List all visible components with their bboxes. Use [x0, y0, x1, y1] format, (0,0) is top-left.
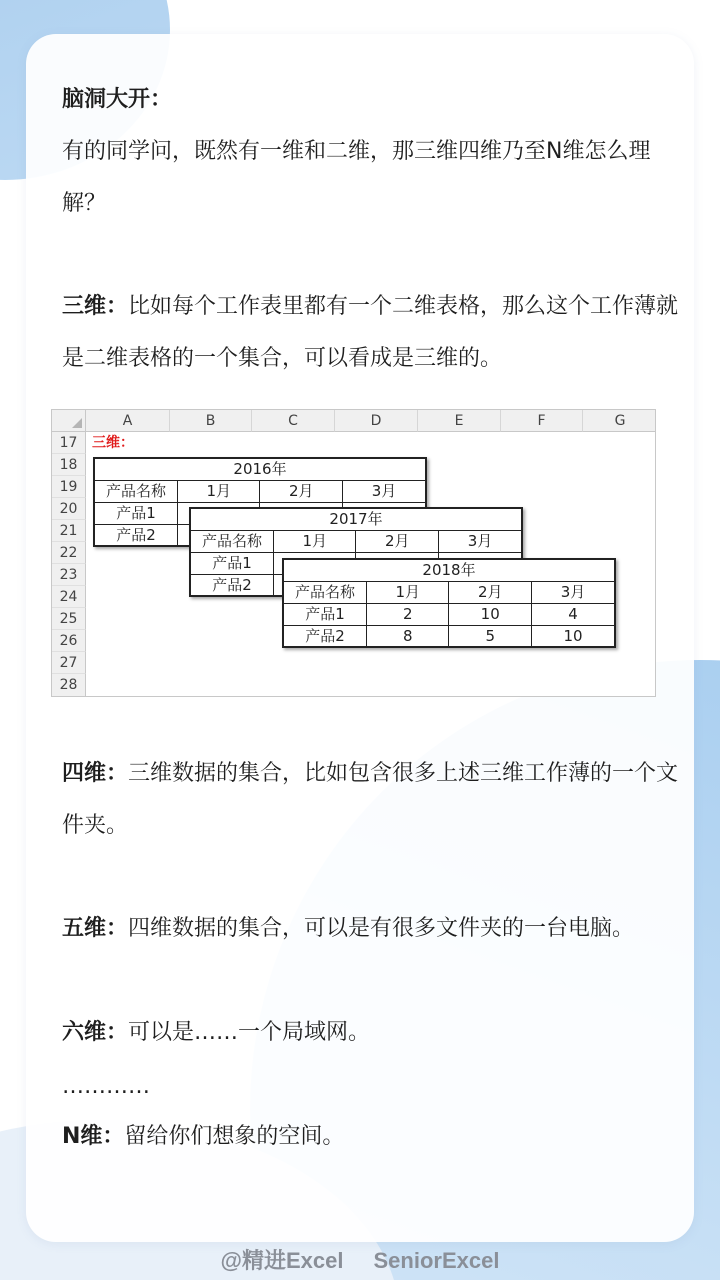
- footer-watermark: [0, 1244, 720, 1275]
- row-header: 28: [52, 674, 86, 697]
- table-header-cell: 产品名称: [283, 581, 366, 603]
- row-header: 20: [52, 498, 86, 520]
- six-d-text: 可以是……一个局域网。: [128, 1020, 371, 1045]
- table-header-cell: 1月: [177, 480, 260, 502]
- four-d-term: 四维：: [62, 761, 129, 786]
- four-d-text: 三维数据的集合，比如包含很多上述三维工作薄的一个文件夹。: [62, 761, 679, 838]
- table-cell: 10: [449, 603, 532, 625]
- table-header-cell: 1月: [273, 530, 356, 552]
- table-year: 2018年: [283, 559, 615, 581]
- three-d-term: 三维：: [62, 294, 129, 319]
- three-d-text: 比如每个工作表里都有一个二维表格，那么这个工作薄就是二维表格的一个集合，可以看成是三维的。: [62, 294, 679, 371]
- select-all-corner: [52, 410, 86, 432]
- table-cell: 5: [449, 625, 532, 647]
- table-cell: 产品1: [94, 502, 177, 524]
- table-cell: 产品1: [190, 552, 273, 574]
- table-header-cell: 2月: [356, 530, 439, 552]
- table-cell: 产品2: [283, 625, 366, 647]
- column-header: G: [583, 410, 656, 432]
- column-header: F: [501, 410, 583, 432]
- column-header: A: [86, 410, 170, 432]
- table-header-cell: 产品名称: [190, 530, 273, 552]
- table-header-cell: 3月: [531, 581, 615, 603]
- table-header-cell: 2月: [449, 581, 532, 603]
- n-d-term: N维：: [62, 1124, 125, 1149]
- ellipsis-line: …………: [62, 1074, 150, 1099]
- intro-heading-text: 脑洞大开：: [62, 87, 173, 112]
- table-header-cell: 产品名称: [94, 480, 177, 502]
- row-header: 22: [52, 542, 86, 564]
- row-header: 26: [52, 630, 86, 652]
- table-cell: 8: [366, 625, 448, 647]
- table-cell: 产品2: [94, 524, 177, 546]
- table-header-cell: 3月: [342, 480, 426, 502]
- table-cell: 2: [366, 603, 448, 625]
- row-header: 21: [52, 520, 86, 542]
- row-header: 19: [52, 476, 86, 498]
- spreadsheet-image: [51, 409, 656, 697]
- column-header: B: [170, 410, 252, 432]
- n-d-paragraph: [62, 1111, 682, 1163]
- column-header: C: [252, 410, 335, 432]
- table-2018: [282, 558, 616, 648]
- row-header: 18: [52, 454, 86, 476]
- table-year: 2017年: [190, 508, 522, 530]
- five-d-text: 四维数据的集合，可以是有很多文件夹的一台电脑。: [128, 916, 635, 941]
- row-header: 24: [52, 586, 86, 608]
- six-d-paragraph: [62, 1007, 682, 1059]
- footer-weibo-handle: @精进Excel: [220, 1248, 344, 1273]
- row-header: 25: [52, 608, 86, 630]
- intro-question: 有的同学问，既然有一维和二维，那三维四维乃至N维怎么理解？: [62, 139, 651, 216]
- column-header: E: [418, 410, 501, 432]
- column-header: D: [335, 410, 418, 432]
- table-cell: 4: [531, 603, 615, 625]
- row-header: 23: [52, 564, 86, 586]
- five-d-term: 五维：: [62, 916, 129, 941]
- table-cell: 产品2: [190, 574, 273, 596]
- intro-heading: [62, 74, 682, 126]
- table-header-cell: 1月: [366, 581, 448, 603]
- table-header-cell: 2月: [260, 480, 343, 502]
- row-header: 17: [52, 432, 86, 454]
- n-d-text: 留给你们想象的空间。: [124, 1124, 345, 1149]
- table-header-cell: 3月: [438, 530, 522, 552]
- five-d-paragraph: [62, 903, 702, 955]
- table-year: 2016年: [94, 458, 426, 480]
- table-cell: 10: [531, 625, 615, 647]
- footer-account-name: SeniorExcel: [373, 1248, 500, 1273]
- row-header: 27: [52, 652, 86, 674]
- four-d-paragraph: [62, 748, 682, 852]
- table-cell: 产品1: [283, 603, 366, 625]
- six-d-term: 六维：: [62, 1020, 129, 1045]
- sheet-three-d-label: 三维：: [92, 435, 134, 451]
- three-d-paragraph: [62, 281, 682, 385]
